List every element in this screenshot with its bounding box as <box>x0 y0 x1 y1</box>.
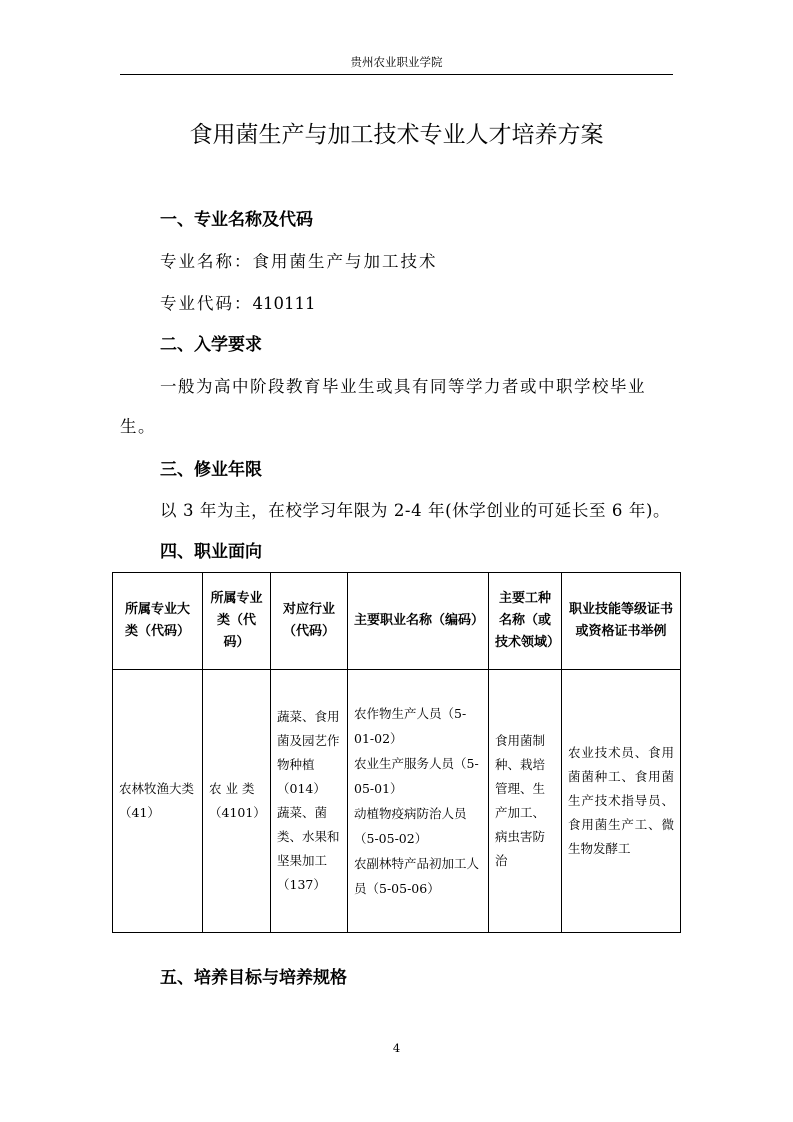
category-cell: 农林牧渔大类（41） <box>113 670 203 933</box>
industry-item: 蔬菜、食用菌及园艺作物种植（014） <box>277 709 340 796</box>
duration-text: 以 3 年为主，在校学习年限为 2-4 年(休学创业的可延长至 6 年)。 <box>160 501 671 520</box>
career-table <box>112 572 681 933</box>
major-code-line <box>160 291 316 317</box>
section-heading-major-name: 一、专业名称及代码 <box>160 210 313 230</box>
document-title: 食用菌生产与加工技术专业人才培养方案 <box>189 122 604 148</box>
section-heading-admission: 二、入学要求 <box>160 335 262 355</box>
occupation-item: 农作物生产人员（5-01-02） <box>354 706 467 746</box>
major-name-label: 专业名称： <box>160 252 253 271</box>
major-code-value: 410111 <box>252 294 316 313</box>
industry-item: 蔬菜、菌类、水果和坚果加工（137） <box>277 805 340 892</box>
table-header-cell: 职业技能等级证书或资格证书举例 <box>562 573 681 670</box>
occupation-item: 农业生产服务人员（5-05-01） <box>354 756 479 796</box>
table-header-row <box>113 573 681 670</box>
table-header-cell: 主要工种名称（或技术领域） <box>489 573 562 670</box>
major-name-line <box>160 249 438 275</box>
major-name-value: 食用菌生产与加工技术 <box>252 252 438 271</box>
section-heading-objectives: 五、培养目标与培养规格 <box>160 968 347 988</box>
subcategory-cell: 农 业 类（4101） <box>203 670 271 933</box>
table-header-cell: 主要职业名称（编码） <box>348 573 489 670</box>
occupation-item: 农副林特产品初加工人员（5-05-06） <box>354 856 480 896</box>
section-heading-duration: 三、修业年限 <box>160 460 262 480</box>
admission-text: 一般为高中阶段教育毕业生或具有同等学力者或中职学校毕业生。 <box>120 377 646 436</box>
industry-cell <box>271 670 348 933</box>
occupation-item: 动植物疫病防治人员（5-05-02） <box>354 806 467 846</box>
section-heading-career: 四、职业面向 <box>160 542 262 562</box>
table-row <box>113 670 681 933</box>
certificate-cell: 农业技术员、食用菌菌种工、食用菌生产技术指导员、食用菌生产工、微生物发酵工 <box>562 670 681 933</box>
work-type-cell: 食用菌制种、栽培管理、生产加工、病虫害防治 <box>489 670 562 933</box>
table-header-cell: 对应行业（代码） <box>271 573 348 670</box>
table-header-cell: 所属专业类（代码） <box>203 573 271 670</box>
running-header: 贵州农业职业学院 <box>120 54 673 75</box>
table-header-cell: 所属专业大类（代码） <box>113 573 203 670</box>
page-number: 4 <box>392 1041 401 1055</box>
occupation-cell <box>348 670 489 933</box>
major-code-label: 专业代码： <box>160 294 253 313</box>
